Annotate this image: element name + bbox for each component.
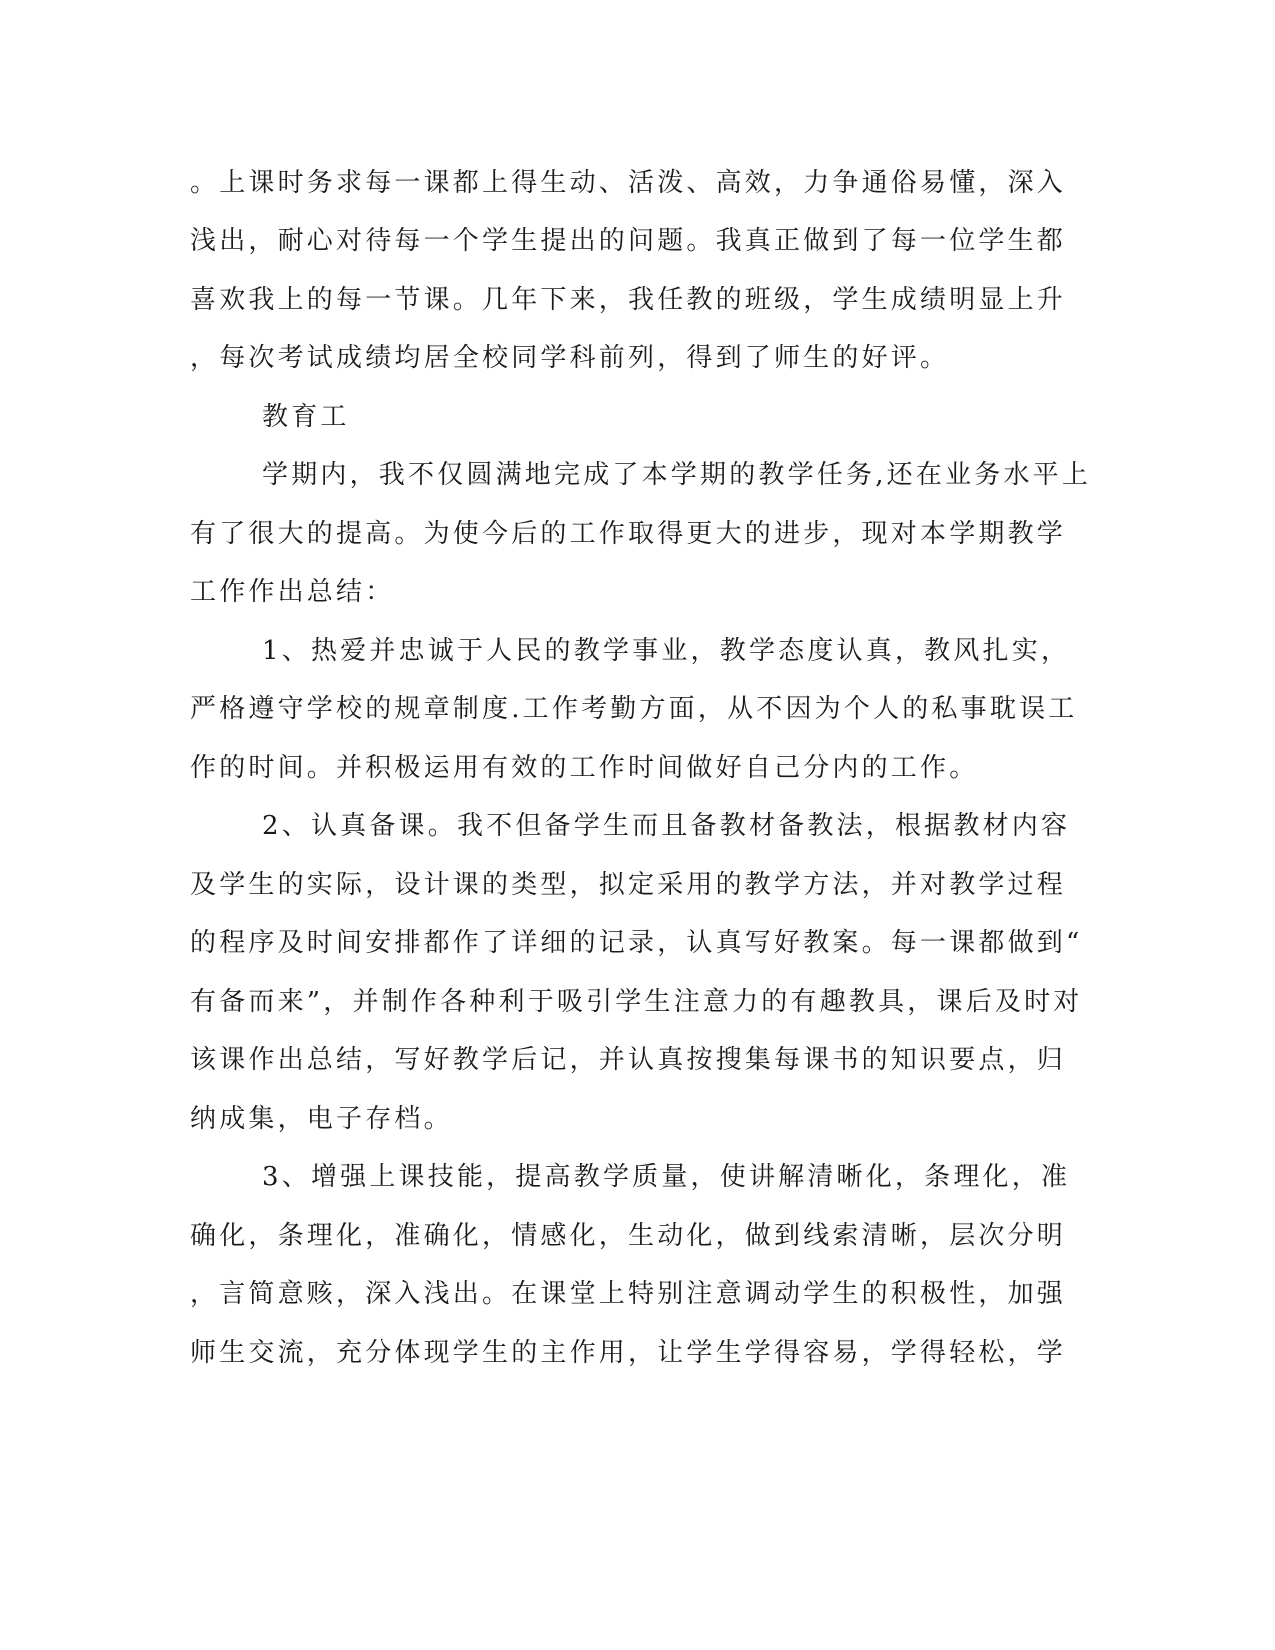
- text-line: 该课作出总结，写好教学后记，并认真按搜集每课书的知识要点，归: [190, 1045, 1067, 1075]
- text-line: 3、增强上课技能，提高教学质量，使讲解清晰化，条理化，准: [262, 1162, 1071, 1192]
- text-line: 严格遵守学校的规章制度.工作考勤方面，从不因为个人的私事耽误工: [190, 694, 1078, 724]
- text-line: 工作作出总结：: [190, 577, 395, 607]
- section-heading: 教育工: [262, 402, 350, 432]
- text-line: 有备而来”，并制作各种利于吸引学生注意力的有趣教具，课后及时对: [190, 987, 1083, 1017]
- text-line: 纳成集，电子存档。: [190, 1104, 453, 1134]
- text-line: 的程序及时间安排都作了详细的记录，认真写好教案。每一课都做到“: [190, 928, 1083, 958]
- text-line: 2、认真备课。我不但备学生而且备教材备教法，根据教材内容: [262, 811, 1071, 841]
- text-line: 作的时间。并积极运用有效的工作时间做好自己分内的工作。: [190, 753, 979, 783]
- text-line: 。上课时务求每一课都上得生动、活泼、高效，力争通俗易懂，深入: [190, 168, 1067, 198]
- text-line: 浅出，耐心对待每一个学生提出的问题。我真正做到了每一位学生都: [190, 226, 1067, 256]
- text-line: 学期内，我不仅圆满地完成了本学期的教学任务,还在业务水平上: [262, 460, 1092, 490]
- text-line: ，言简意赅，深入浅出。在课堂上特别注意调动学生的积极性，加强: [190, 1279, 1067, 1309]
- text-line: 师生交流，充分体现学生的主作用，让学生学得容易，学得轻松，学: [190, 1338, 1067, 1368]
- text-line: 1、热爱并忠诚于人民的教学事业，教学态度认真，教风扎实，: [262, 636, 1071, 666]
- text-line: ，每次考试成绩均居全校同学科前列，得到了师生的好评。: [190, 343, 950, 373]
- text-line: 确化，条理化，准确化，情感化，生动化，做到线索清晰，层次分明: [190, 1221, 1067, 1251]
- text-line: 喜欢我上的每一节课。几年下来，我任教的班级，学生成绩明显上升: [190, 285, 1067, 315]
- text-line: 及学生的实际，设计课的类型，拟定采用的教学方法，并对教学过程: [190, 870, 1067, 900]
- text-line: 有了很大的提高。为使今后的工作取得更大的进步，现对本学期教学: [190, 519, 1067, 549]
